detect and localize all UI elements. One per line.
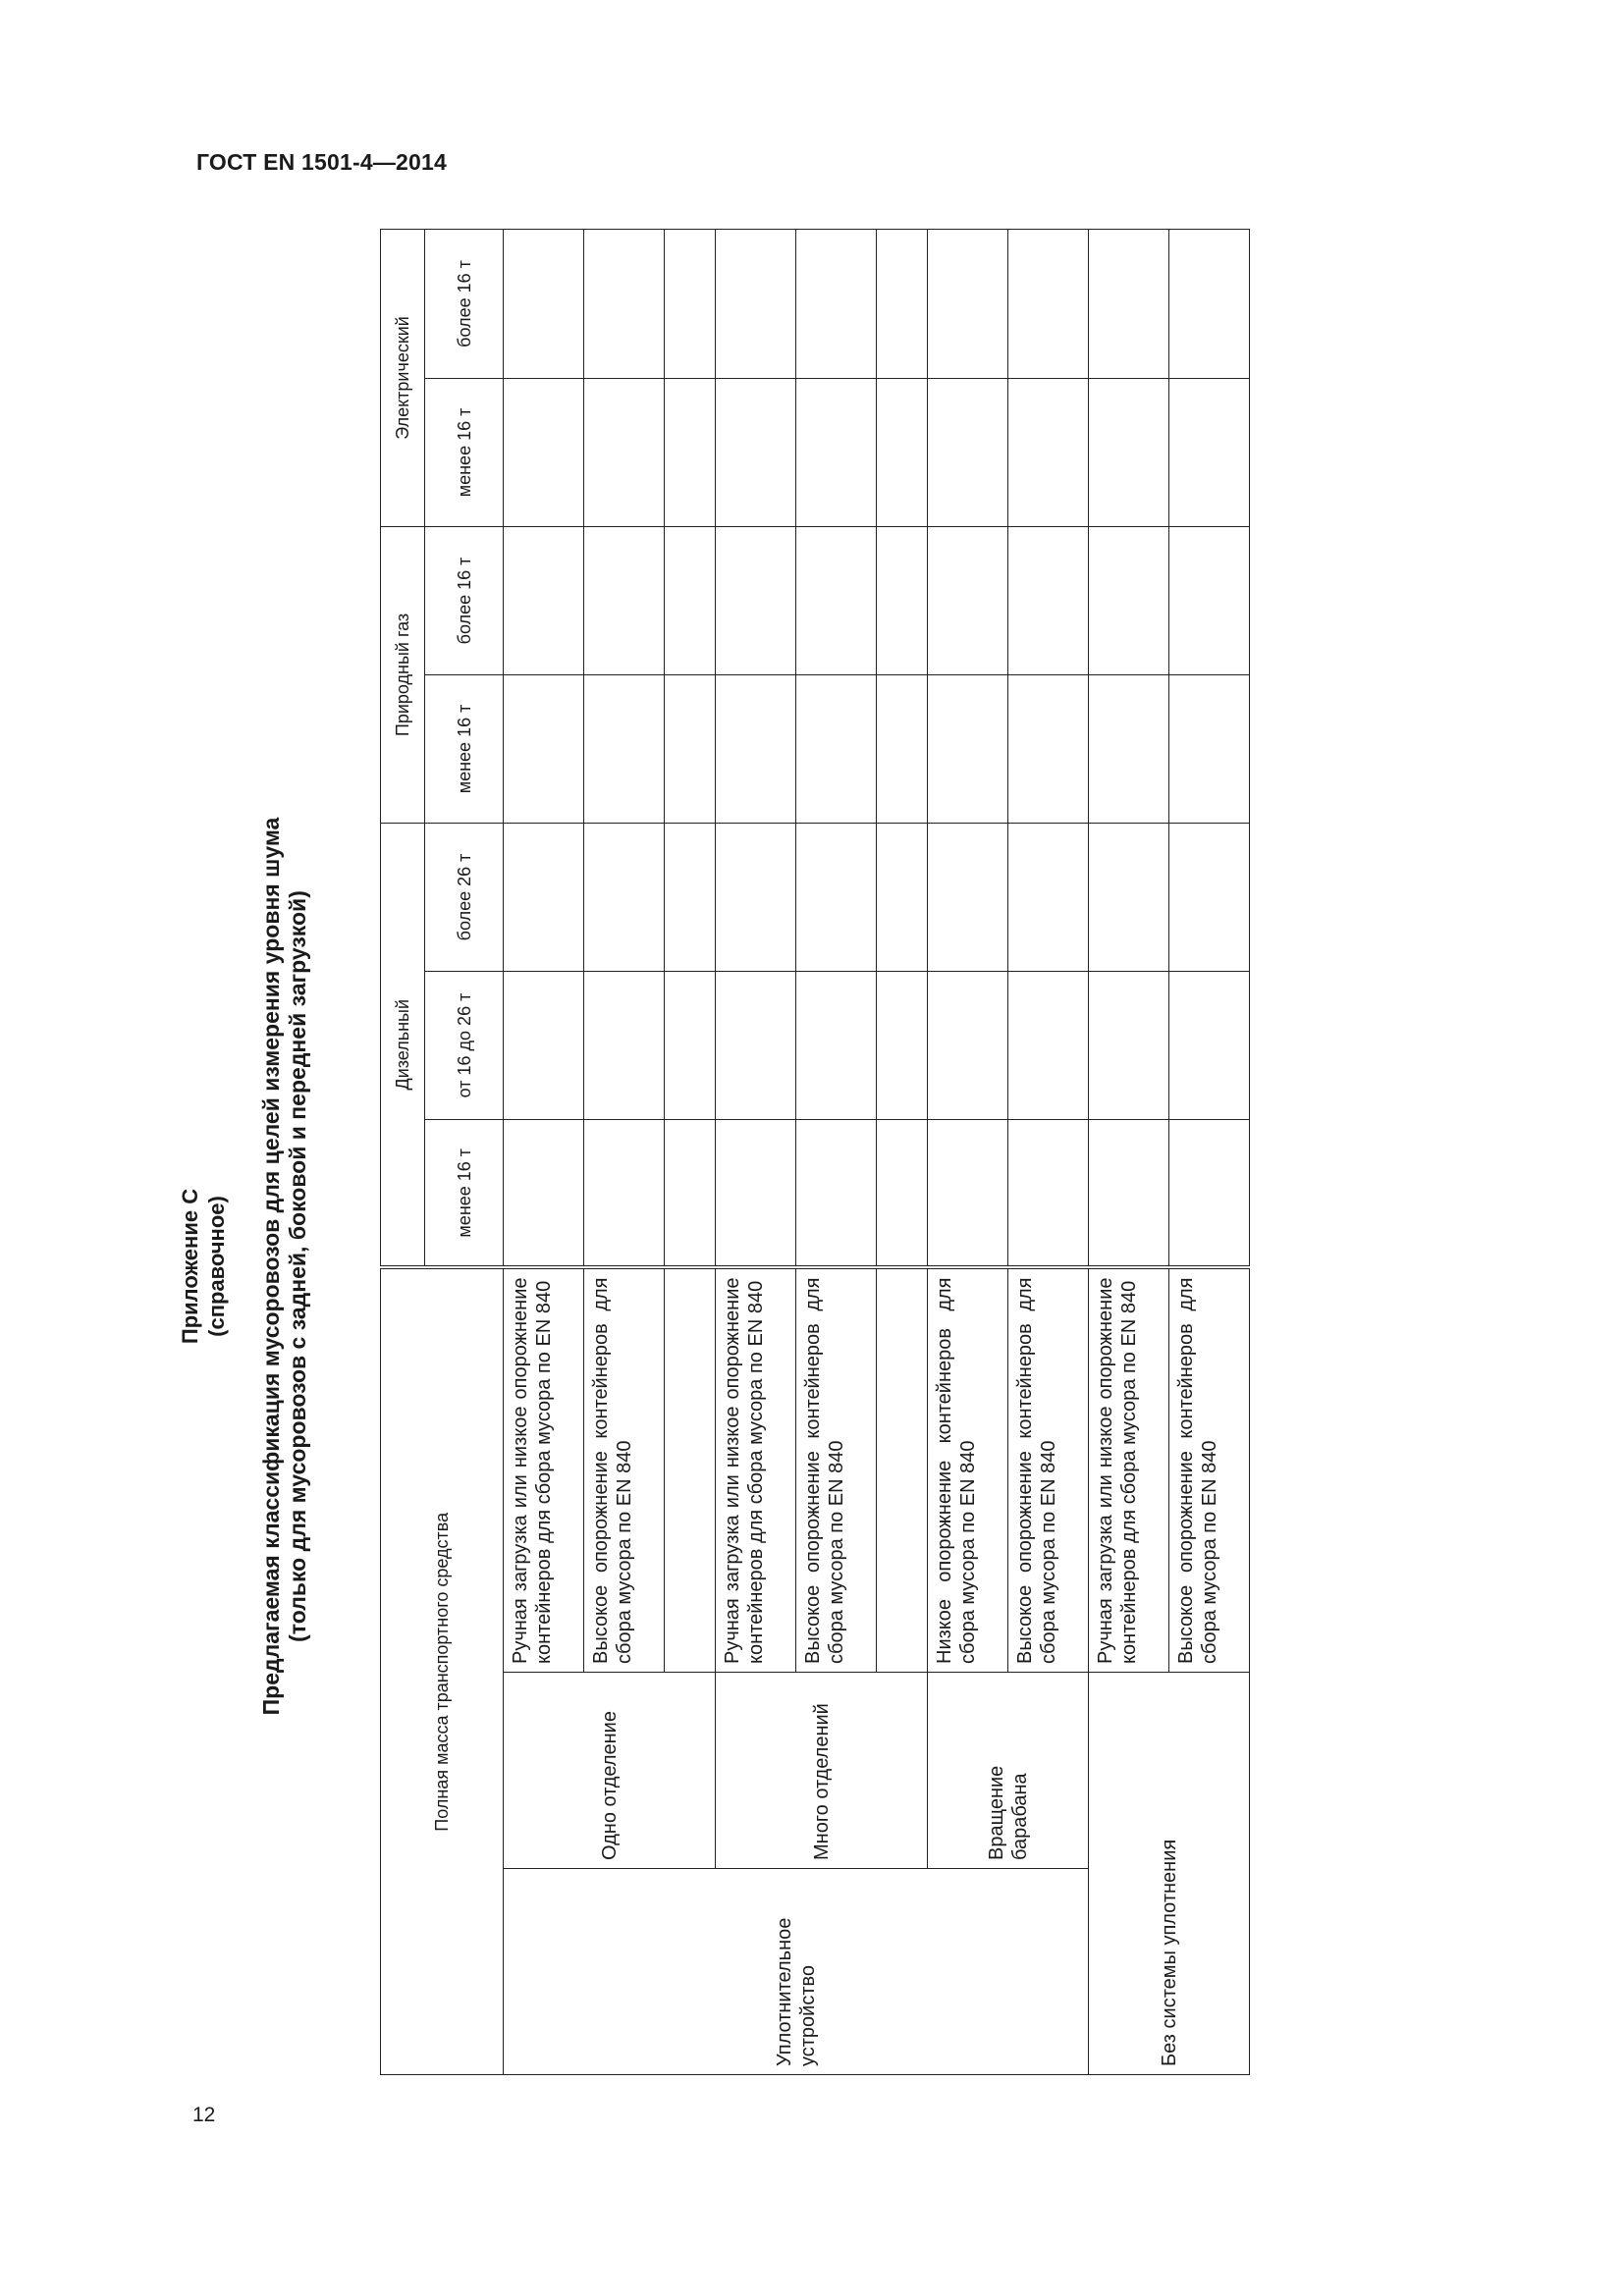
table-title: Предлагаемая классификация мусоровозов для целей измерения уровня шума — [258, 817, 284, 1716]
row-description: Высокое опорожнение контейнеров для сбора мусора по EN 840 — [584, 1268, 665, 1673]
row-description: Высокое опорожнение контейнеров для сбора мусора по EN 840 — [796, 1268, 877, 1673]
header-mass-col: более 26 т — [425, 823, 504, 971]
group-compaction-device: Уплотнительное устройство — [504, 1869, 1089, 2075]
header-mass-col: менее 16 т — [425, 1120, 504, 1268]
classification-table-wrapper — [380, 230, 1234, 2075]
row-description — [665, 1268, 716, 1673]
row-description: Ручная загрузка или низкое опорожнение контейнеров для сбора мусора по EN 840 — [716, 1268, 796, 1673]
table-row — [716, 229, 796, 2074]
appendix-type: (справочное) — [204, 1196, 229, 1337]
header-electric: Электрический — [381, 229, 425, 526]
table-subtitle: (только для мусоровозов с задней, боковой и передней загрузкой) — [285, 890, 310, 1642]
row-description: Ручная загрузка или низкое опорожнение контейнеров для сбора мусора по EN 840 — [1089, 1268, 1169, 1673]
header-mass-col: от 16 до 26 т — [425, 972, 504, 1120]
row-description — [877, 1268, 928, 1673]
header-diesel: Дизельный — [381, 823, 425, 1267]
table-row — [928, 229, 1008, 2074]
row-description: Высокое опорожнение контейнеров для сбора мусора по EN 840 — [1008, 1268, 1089, 1673]
group-no-compaction: Без системы уплотнения — [1089, 1673, 1250, 2075]
header-mass-col: более 16 т — [425, 229, 504, 378]
table-row — [504, 229, 584, 2074]
sub-multi-compartment: Много отделений — [716, 1673, 928, 1869]
header-gross-mass: Полная масса транспортного средства — [381, 1268, 504, 2075]
row-description: Высокое опорожнение контейнеров для сбора мусора по EN 840 — [1169, 1268, 1250, 1673]
classification-table — [380, 229, 1250, 2075]
sub-drum-rotation: Вращение барабана — [928, 1673, 1089, 1869]
appendix-title-block — [177, 589, 393, 1944]
header-mass-col: более 16 т — [425, 526, 504, 674]
row-description: Низкое опорожнение контейнеров для сбора мусора по EN 840 — [928, 1268, 1008, 1673]
page-number: 12 — [192, 2104, 216, 2126]
appendix-label: Приложение С — [178, 1188, 202, 1345]
row-description: Ручная загрузка или низкое опорожнение контейнеров для сбора мусора по EN 840 — [504, 1268, 584, 1673]
table-row — [1089, 229, 1169, 2074]
header-mass-col: менее 16 т — [425, 674, 504, 823]
sub-one-compartment: Одно отделение — [504, 1673, 716, 1869]
document-code: ГОСТ EN 1501-4—2014 — [196, 149, 448, 175]
header-natural-gas: Природный газ — [381, 526, 425, 823]
header-mass-col: менее 16 т — [425, 378, 504, 526]
